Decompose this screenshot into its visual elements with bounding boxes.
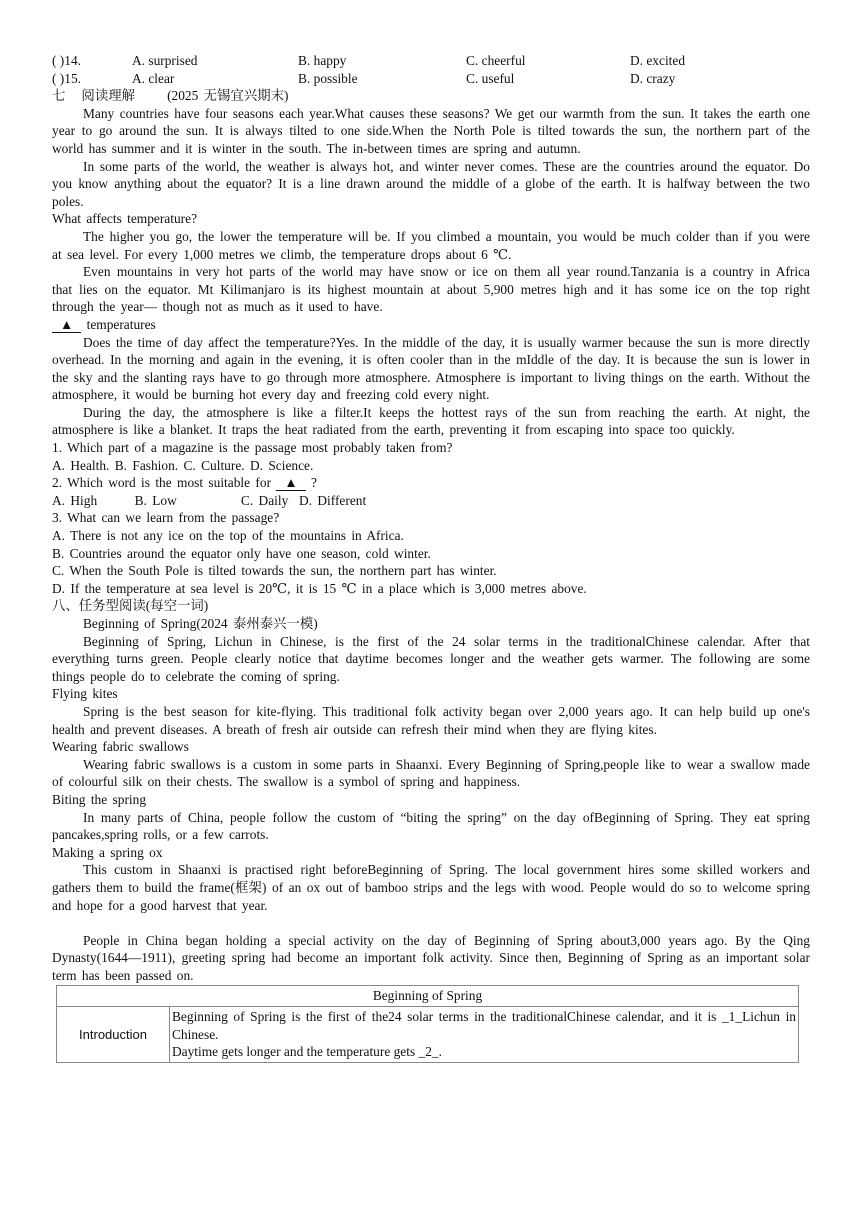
mc-option-b: B. happy — [298, 53, 347, 68]
question-3-option-c: C. When the South Pole is tilted towards the sun, the northern part has winter. — [52, 563, 497, 579]
passage-subheading: Making a spring ox — [52, 844, 163, 860]
passage-paragraph: Many countries have four seasons each year.What causes these seasons? We get our warmth from the sun. It takes the earth one year to go around the sun. It is always tilted to one side.When the North Pole is tilted towards the sun, the northern part of the world has summer and it is winter in the south. The in-between times are spring and autumn. — [52, 105, 810, 156]
passage-paragraph: In some parts of the world, the weather is always hot, and winter never comes. These are the countries around the equator. Do you know anything about the equator? It is a line drawn around the middle of a globe of the earth. It is halfway between the two poles. — [52, 158, 810, 209]
passage-subheading: Flying kites — [52, 686, 118, 702]
mc-option-a: A. clear — [132, 70, 175, 86]
mc-option-a: A. surprised — [132, 53, 198, 68]
question-3-option-d: D. If the temperature at sea level is 20℃, it is 15 ℃ in a place which is 3,000 metres above. — [52, 580, 587, 596]
table-cell — [170, 1007, 799, 1063]
passage-subheading-blank: ▲ temperatures — [52, 316, 810, 334]
spacer — [52, 914, 810, 932]
passage-paragraph: The higher you go, the lower the temperature will be. If you climbed a mountain, you would be much colder than if you were at sea level. For every 1,000 metres we climb, the temperature drops about 6 ℃. — [52, 228, 810, 262]
question-1: 1. Which part of a magazine is the passage most probably taken from? — [52, 440, 453, 456]
mc-item-number: ( )15. — [52, 70, 82, 86]
section-8-heading: 八、任务型阅读(每空一词) — [52, 598, 209, 614]
blank-marker: ▲ — [52, 318, 81, 333]
table-title: Beginning of Spring — [57, 986, 799, 1007]
question-2: 2. Which word is the most suitable for ▲ ? — [52, 475, 317, 491]
table-row-label: Introduction — [57, 1007, 170, 1063]
mc-option-b: B. possible — [298, 70, 358, 86]
mc-option-d: D. excited — [630, 53, 686, 68]
passage-paragraph: During the day, the atmosphere is like a filter.It keeps the hottest rays of the sun from reaching the earth. At night, the atmosphere is like a blanket. It traps the heat radiated from the earth, preventing it from escaping into space too quickly. — [52, 404, 810, 438]
question-1-options: A. Health. B. Fashion. C. Culture. D. Science. — [52, 457, 314, 473]
section-7-heading: 七 阅读理解 (2025 无锡宜兴期末) — [52, 88, 289, 104]
worksheet-page — [52, 52, 810, 1063]
table-cell-line: Beginning of Spring is the first of the24 solar terms in the traditionalChinese calendar, and it is _1_Lichun in Chinese. — [172, 1009, 796, 1042]
passage-paragraph: Does the time of day affect the temperature?Yes. In the middle of the day, it is usually warmer because the sun is more directly overhead. In the morning and again in the evening, it is often cooler than in the mIddle of the day. It is because the sun is lower in the sky and the slanting rays have to go through more atmosphere. Atmosphere is important to living things on the earth. Without the atmosphere, it would be burning hot every day and freezing cold every night. — [52, 334, 810, 403]
mc-option-c: C. cheerful — [466, 53, 526, 68]
mc-option-c: C. useful — [466, 70, 515, 86]
blank-marker: ▲ — [276, 476, 305, 491]
question-3-option-a: A. There is not any ice on the top of the mountains in Africa. — [52, 528, 404, 544]
passage-subheading: Biting the spring — [52, 791, 147, 807]
question-3: 3. What can we learn from the passage? — [52, 510, 280, 526]
question-2-options: A. High B. Low C. Daily D. Different — [52, 492, 367, 508]
passage-paragraph: Spring is the best season for kite-flying. This traditional folk activity began over 2,000 years ago. It can help build up one's health and prevent diseases. A breath of fresh air outside can refresh their mind when they are flying kites. — [52, 703, 810, 737]
passage-paragraph: This custom in Shaanxi is practised right beforeBeginning of Spring. The local government hires some skilled workers and gathers them to build the frame(框架) of an ox out of bamboo strips and the legs with wood. People would do so to welcome spring and hope for a good harvest that year. — [52, 862, 810, 913]
summary-table — [56, 985, 799, 1062]
question-3-option-b: B. Countries around the equator only have one season, cold winter. — [52, 545, 431, 561]
passage-title: Beginning of Spring(2024 泰州泰兴一模) — [83, 616, 318, 631]
passage-paragraph: Wearing fabric swallows is a custom in some parts in Shaanxi. Every Beginning of Spring,people like to wear a swallow made of colourful silk on their chests. The swallow is a symbol of spring and happiness. — [52, 756, 810, 790]
table-cell-line: Daytime gets longer and the temperature gets _2_. — [172, 1044, 442, 1060]
passage-paragraph: Even mountains in very hot parts of the world may have snow or ice on them all year round.Tanzania is a country in Africa that lies on the equator. Mt Kilimanjaro is its highest mountain at about 5,900 metres high and it has some ice on the top right through the year— though not as much as it used to have. — [52, 264, 810, 315]
mc-item-number: ( )14. — [52, 53, 82, 68]
passage-subheading: Wearing fabric swallows — [52, 739, 189, 755]
mc-item-15 — [52, 70, 810, 88]
passage-paragraph: Beginning of Spring, Lichun in Chinese, is the first of the 24 solar terms in the traditionalChinese calendar. After that everything turns green. People clearly notice that daytime becomes longer and the weather gets warmer. The following are some things people do to celebrate the coming of spring. — [52, 633, 810, 684]
passage-paragraph: In many parts of China, people follow the custom of “biting the spring” on the day ofBeginning of Spring. They eat spring pancakes,spring rolls, or a few carrots. — [52, 809, 810, 843]
passage-paragraph: People in China began holding a special activity on the day of Beginning of Spring about3,000 years ago. By the Qing Dynasty(1644—1911), greeting spring had become an important folk activity. Since then, Beginning of Spring as an important solar term has been passed on. — [52, 932, 810, 983]
table-row — [57, 1007, 799, 1063]
mc-item-14 — [52, 52, 810, 70]
table-title-row — [57, 986, 799, 1007]
mc-option-d: D. crazy — [630, 70, 676, 86]
passage-subheading: What affects temperature? — [52, 211, 198, 227]
